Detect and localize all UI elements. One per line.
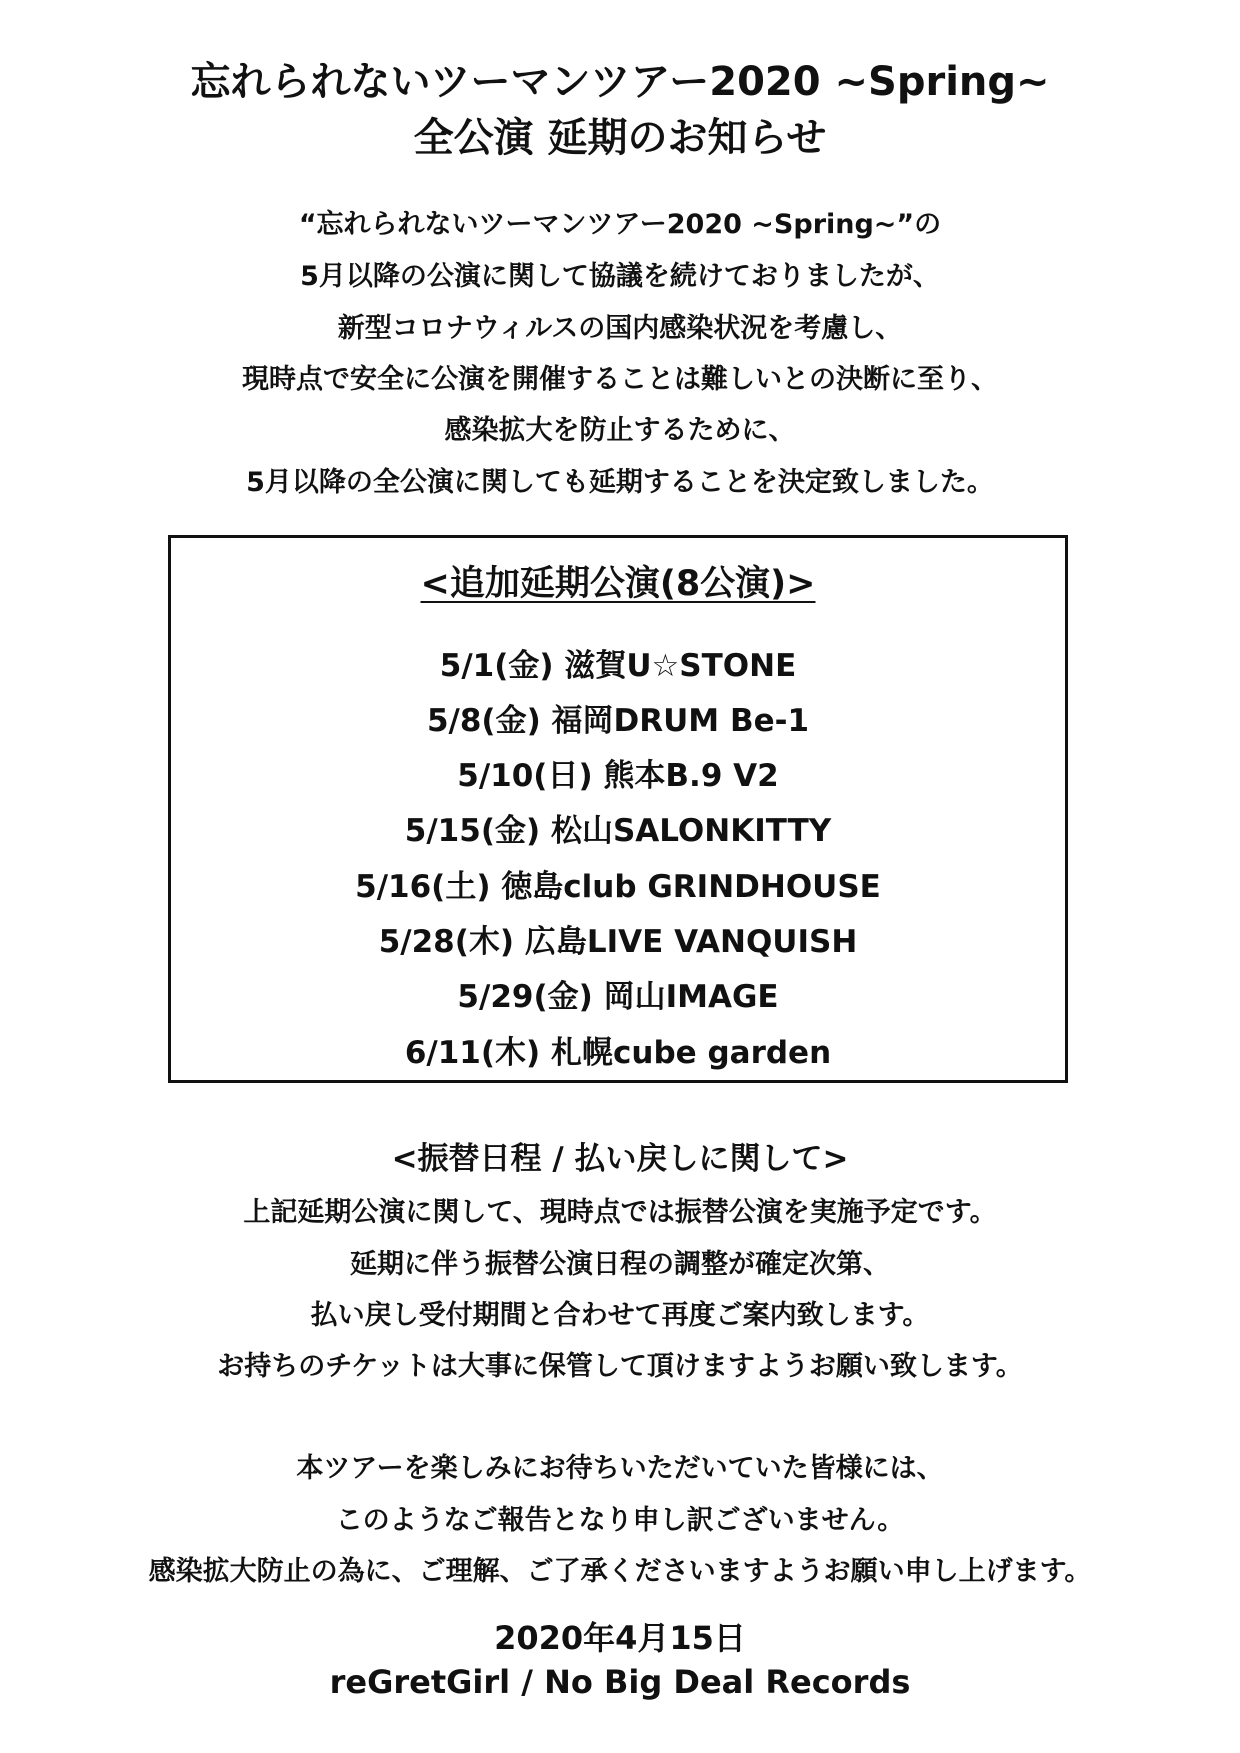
- page-title-line-1: 忘れられないツーマンツアー2020 ~Spring~: [190, 59, 1050, 105]
- schedule-row: 6/11(木) 札幌cube garden: [404, 1035, 832, 1071]
- intro-line: 新型コロナウィルスの国内感染状況を考慮し、: [337, 313, 903, 344]
- postponed-shows-heading: [171, 560, 1065, 608]
- refund-line: 延期に伴う振替公演日程の調整が確定次第、: [350, 1249, 890, 1280]
- apology-line: 感染拡大防止の為に、ご理解、ご了承くださいますようお願い申し上げます。: [148, 1556, 1092, 1587]
- intro-line: 感染拡大を防止するために、: [444, 415, 796, 446]
- schedule-row: 5/15(金) 松山SALONKITTY: [404, 813, 832, 849]
- intro-line: 現時点で安全に公演を開催することは難しいとの決断に至り、: [242, 364, 998, 395]
- intro-line: “忘れられないツーマンツアー2020 ~Spring~”の: [298, 209, 942, 240]
- page-title-line-2: 全公演 延期のお知らせ: [413, 115, 827, 161]
- refund-line: 上記延期公演に関して、現時点では振替公演を実施予定です。: [243, 1197, 997, 1228]
- refund-heading: <振替日程 / 払い戻しに関して>: [391, 1141, 849, 1177]
- schedule-row: 5/28(木) 広島LIVE VANQUISH: [378, 924, 858, 960]
- schedule-row: 5/16(土) 徳島club GRINDHOUSE: [355, 869, 881, 905]
- announcement-date: 2020年4月15日: [494, 1619, 746, 1657]
- apology-line: このようなご報告となり申し訳ございません。: [335, 1505, 905, 1536]
- refund-line: お持ちのチケットは大事に保管して頂けますようお願い致します。: [217, 1351, 1023, 1382]
- apology-line: 本ツアーを楽しみにお待ちいただいていた皆様には、: [296, 1453, 944, 1484]
- postponed-shows-box: [168, 535, 1068, 1083]
- intro-line: 5月以降の全公演に関しても延期することを決定致しました。: [246, 467, 994, 498]
- schedule-row: 5/1(金) 滋賀U☆STONE: [439, 648, 797, 684]
- schedule-row: 5/29(金) 岡山IMAGE: [457, 979, 779, 1015]
- intro-line: 5月以降の公演に関して協議を続けておりましたが、: [300, 261, 940, 292]
- schedule-row: 5/10(日) 熊本B.9 V2: [457, 758, 779, 794]
- signature: reGretGirl / No Big Deal Records: [329, 1663, 911, 1701]
- refund-line: 払い戻し受付期間と合わせて再度ご案内致します。: [310, 1300, 930, 1331]
- postponed-shows-heading-text: <追加延期公演(8公演)>: [420, 564, 816, 604]
- schedule-row: 5/8(金) 福岡DRUM Be-1: [426, 703, 810, 739]
